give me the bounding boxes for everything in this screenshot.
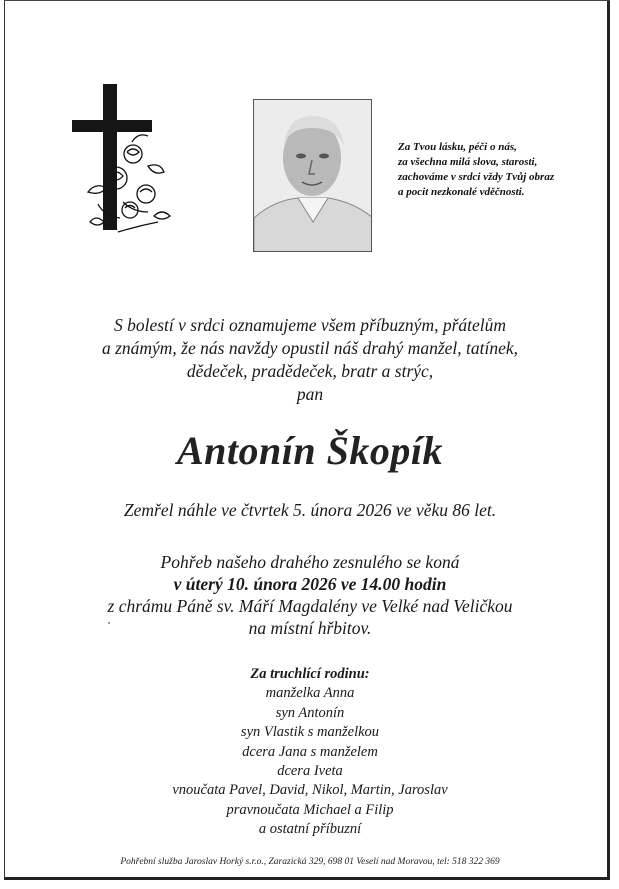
mourner-item: syn Antonín — [275, 704, 345, 721]
portrait-photo — [253, 99, 372, 252]
mourners — [40, 665, 580, 840]
funeral-date: v úterý 10. února 2026 ve 14.00 hodin — [173, 574, 447, 594]
verse-line: zachováme v srdci vždy Tvůj obraz — [398, 171, 555, 183]
verse-line: za všechna milá slova, starosti, — [398, 156, 538, 168]
mourner-item: syn Vlastik s manželkou — [240, 724, 380, 741]
funeral-info — [40, 551, 580, 639]
verse — [398, 140, 608, 200]
verse-line: Za Tvou lásku, péči o nás, — [398, 141, 517, 153]
mourner-item: dcera Jana s manželem — [242, 743, 378, 760]
mourners-heading: Za truchlící rodinu: — [250, 666, 370, 682]
mourner-item: dcera Iveta — [277, 763, 343, 780]
page-border-top — [4, 0, 610, 1]
funeral-line: Pohřeb našeho drahého zesnulého se koná — [160, 552, 460, 572]
cross-with-roses-icon — [68, 82, 178, 242]
announcement — [40, 314, 580, 406]
death-notice: Zemřel náhle ve čtvrtek 5. února 2026 ve věku 86 let. — [123, 500, 497, 520]
funeral-line: na místní hřbitov. — [248, 618, 372, 638]
scan-speck — [108, 622, 110, 624]
announcement-line: dědeček, pradědeček, bratr a strýc, — [186, 361, 434, 381]
announcement-line: pan — [296, 384, 324, 404]
announcement-line: a známým, že nás navždy opustil náš drahý manžel, tatínek, — [101, 338, 519, 358]
mourner-item: vnoučata Pavel, David, Nikol, Martin, Jaroslav — [172, 782, 448, 799]
deceased-name: Antonín Škopík — [176, 428, 443, 473]
mourner-item: a ostatní příbuzní — [258, 821, 362, 838]
announcement-line: S bolestí v srdci oznamujeme všem příbuzným, přátelům — [113, 315, 507, 335]
funeral-service-footer: Pohřební služba Jaroslav Horký s.r.o., Zarazická 329, 698 01 Veselí nad Moravou, tel: 518 322 369 — [120, 857, 500, 867]
funeral-place: z chrámu Páně sv. Máří Magdalény ve Velké nad Veličkou — [107, 596, 513, 616]
mourner-item: pravnoučata Michael a Filip — [226, 801, 394, 818]
mourner-item: manželka Anna — [265, 685, 355, 702]
verse-line: a pocit nezkonalé vděčnosti. — [398, 186, 525, 198]
